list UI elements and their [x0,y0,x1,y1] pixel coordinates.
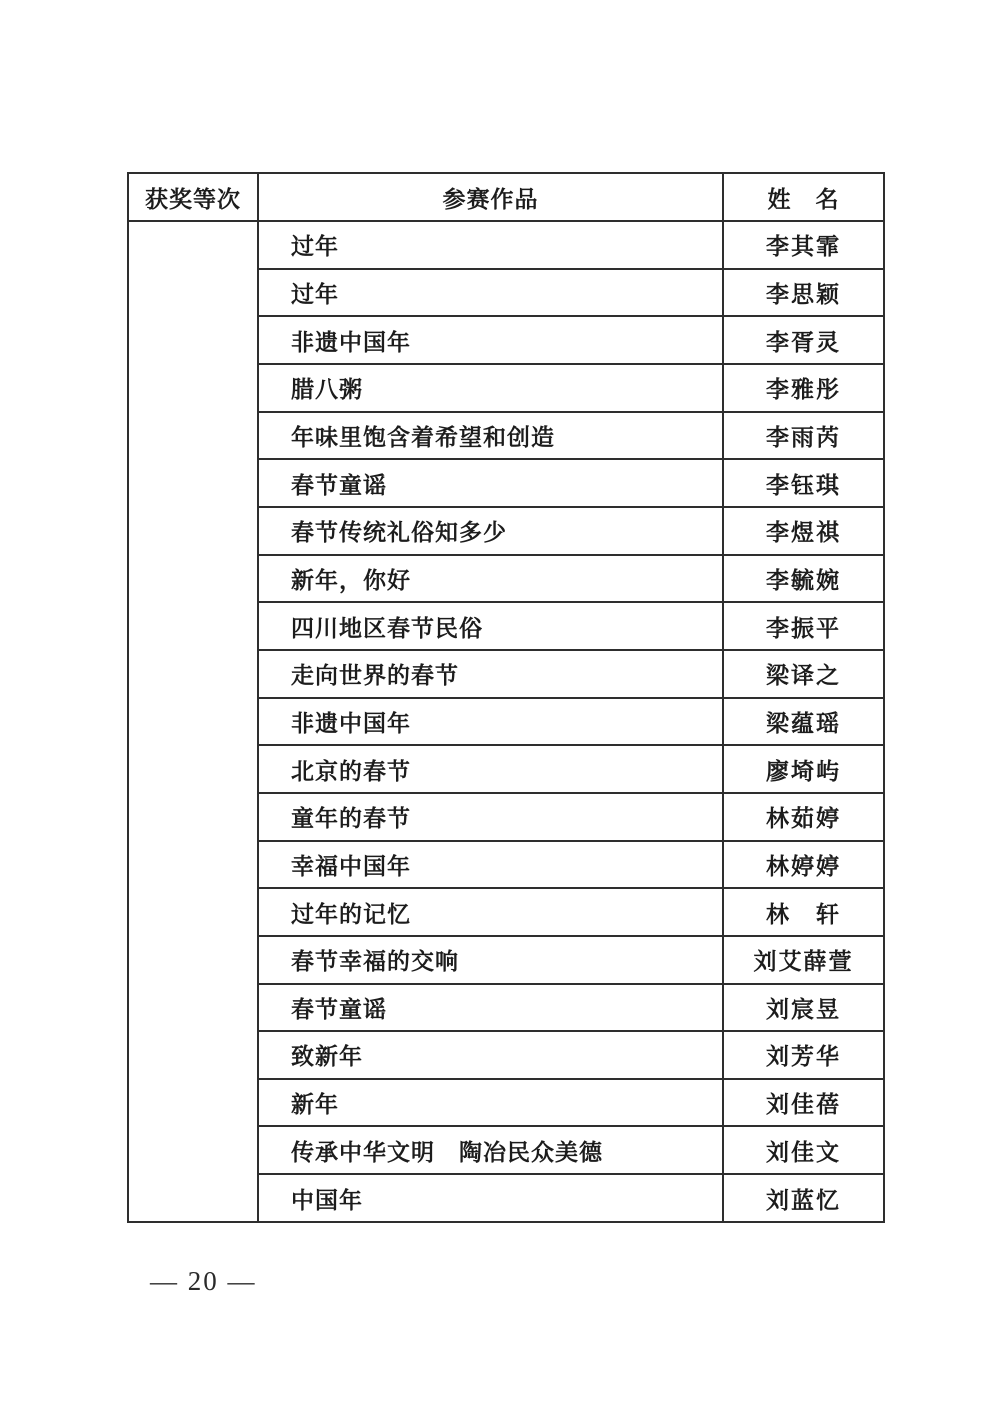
winner-name: 林茹婷 [723,793,884,841]
work-title: 过年 [258,269,723,317]
winner-name: 刘蓝忆 [723,1174,884,1222]
work-title: 年味里饱含着希望和创造 [258,412,723,460]
winner-name: 李钰琪 [723,459,884,507]
work-title: 春节童谣 [258,459,723,507]
work-title: 传承中华文明 陶冶民众美德 [258,1126,723,1174]
table-row [128,221,884,269]
winner-name: 李毓婉 [723,555,884,603]
header-winner-name: 姓 名 [723,173,884,221]
work-title: 北京的春节 [258,745,723,793]
header-row [128,173,884,221]
work-title: 春节童谣 [258,984,723,1032]
award-winners-table [127,172,885,1223]
winner-name: 李雅彤 [723,364,884,412]
work-title: 四川地区春节民俗 [258,602,723,650]
winner-name: 林 轩 [723,888,884,936]
work-title: 春节幸福的交响 [258,936,723,984]
work-title: 非遗中国年 [258,316,723,364]
winner-name: 李胥灵 [723,316,884,364]
winner-name: 李思颖 [723,269,884,317]
winner-name: 梁蕴瑶 [723,698,884,746]
work-title: 过年的记忆 [258,888,723,936]
work-title: 童年的春节 [258,793,723,841]
winner-name: 刘佳文 [723,1126,884,1174]
winner-name: 刘艾薛萱 [723,936,884,984]
winner-name: 梁译之 [723,650,884,698]
work-title: 新年 [258,1079,723,1127]
work-title: 幸福中国年 [258,841,723,889]
winner-name: 廖埼屿 [723,745,884,793]
table-body [128,221,884,1222]
winner-name: 李振平 [723,602,884,650]
work-title: 春节传统礼俗知多少 [258,507,723,555]
winner-name: 李煜祺 [723,507,884,555]
award-level-cell [128,221,258,1222]
winner-name: 刘宸昱 [723,984,884,1032]
work-title: 过年 [258,221,723,269]
header-work-title: 参赛作品 [258,173,723,221]
work-title: 致新年 [258,1031,723,1079]
header-award-level: 获奖等次 [128,173,258,221]
table-header [128,173,884,221]
work-title: 腊八粥 [258,364,723,412]
work-title: 新年，你好 [258,555,723,603]
winner-name: 刘佳蓓 [723,1079,884,1127]
work-title: 中国年 [258,1174,723,1222]
work-title: 非遗中国年 [258,698,723,746]
winner-name: 李其霏 [723,221,884,269]
winner-name: 李雨芮 [723,412,884,460]
winner-name: 林婷婷 [723,841,884,889]
work-title: 走向世界的春节 [258,650,723,698]
page-number: — 20 — [150,1266,257,1296]
winner-name: 刘芳华 [723,1031,884,1079]
